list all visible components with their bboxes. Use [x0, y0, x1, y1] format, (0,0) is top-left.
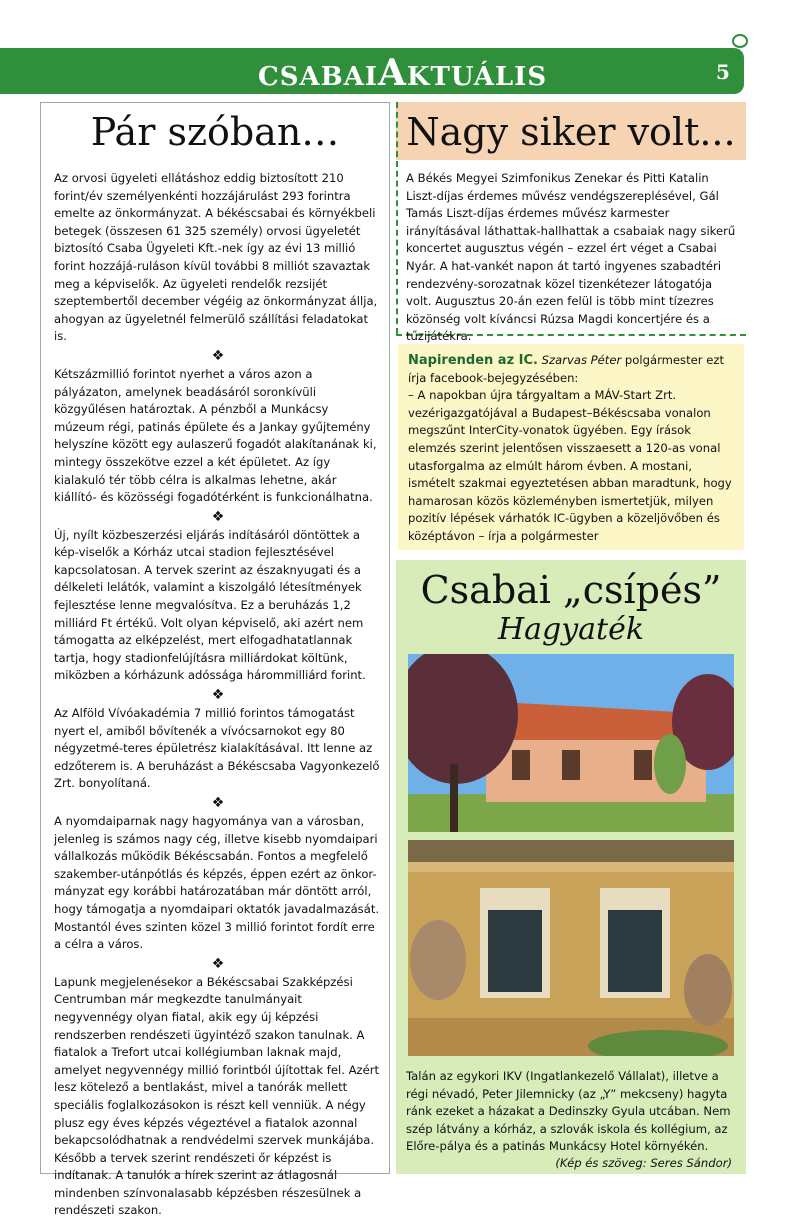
- left-headline: Pár szóban…: [90, 110, 340, 154]
- house-photo: [408, 654, 734, 832]
- paragraph: A nyomdaiparnak nagy hagyománya van a városban, jelenleg is számos nagy cég, illetve kisebb nyomdaipari vállalkozás működik Békéscsabán. Fontos a megfelelő szakember-utánpótlás és képzés, éppen ezért az önkor-mányzat egy korábbi határozatában már döntött arról, hogy támogatja a nyomdaipari oktatók javadalmazását. Mostantól éves szinten közel 3 millió forintot fordít erre a célra a város.: [54, 814, 380, 952]
- page-number: 5: [716, 60, 730, 84]
- magazine-title: [258, 52, 547, 94]
- paragraph: Kétszázmillió forintot nyerhet a város azon a pályázaton, amelynek beadásáról soronkívüli közgyűlésen határoztak. A pénzből a Munkácsy múzeum régi, patinás épülete és a Jankay gyűjtemény helyszíne között egy aulaszerű fogadót alakítanának ki, mintegy összekötve ezzel a két épületet. Az így kialakuló tér több célra is alkalmas lehetne, akár kiállító- és közösségi fogadótérként is funkcionálhatna.: [54, 366, 377, 505]
- swirl-ornament-icon: [732, 34, 748, 48]
- ic-body: – A napokban újra tárgyaltam a MÁV-Start Zrt. vezérigazgatójával a Budapest–Békéscsaba vonalon megszűnt InterCity-vonatok ügyében. Egy írások elemzés szerint jelentősen visszaesett a 120-as vonal utasforgalma az elmúlt három évben. A mostani, ismételt szakmai egyeztetésen abban maradtunk, hogy hamarosan közös közleményben ismertetjük, milyen pozitív lépések várhatók IC-ügyben a közeljövőben és középtávon – írja a polgármester: [408, 388, 732, 543]
- mayor-name: Szarvas Péter: [541, 353, 622, 367]
- title-initial: A: [377, 52, 407, 94]
- separator-icon: ❖: [211, 795, 225, 811]
- separator-icon: ❖: [211, 687, 225, 704]
- ic-article: [408, 352, 736, 546]
- ic-title: Napirenden az IC.: [408, 353, 538, 368]
- paragraph: Lapunk megjelenésekor a Békéscsabai Szakképzési Centrumban már megkezdte tanulmányait negyvennégy olyan fiatal, akik egy új képzési rendszerben rendészeti ügyintéző szakon tanulnak. A fiatalok a Trefort utcai kollégiumban laknak majd, amelyet negyvennégy millió forintból újítottak fel. Azért lesz kötelező a bentlakást, mivel a tanórák mellett speciális foglalkozásokon is részt kell venniük. A négy plusz egy éves képzés végeztével a fiatalok azonnal bekapcsolódhatnak a rendvédelmi szervek munkájába. Később a tervek szerint rendészeti őr képzést is indítanak. A tanulók a hírek szerint az átlagosnál mindenben színvonalasabb képzésben részesülnek a rendészeti szakon.: [54, 974, 380, 1218]
- separator-icon: ❖: [211, 508, 225, 525]
- paragraph: Az orvosi ügyeleti ellátáshoz eddig biztosított 210 forint/év személyenkénti hozzájárulást 293 forintra emelte az önkormányzat. A békéscsabai és környékbeli betegek (összesen 61 325 személy) orvosi ügyeletét biztosító Csaba Ügyeleti Kft.-nek így az évi 13 millió forint hozzájá-ruláson kívül további 8 milliót szavaztak meg a képviselők. Az ügyeleti rendelők rezsijét szeptembertől december végéig az önkormányzat állja, ahogyan az ügyeletnél felmerülő szállítási feladatokat is.: [54, 171, 378, 344]
- csipes-caption: Talán az egykori IKV (Ingatlankezelő Vállalat), illetve a régi névadó, Peter Jilemnicky (az „Y” mekcseny) hagyta ránk ezeket a házakat a Dedinszky Gyula utcában. Nem szép látvány a kórház, a szlovák iskola és kollégium, az Előre-pálya és a patinás Munkácsy Hotel környékén.: [406, 1069, 731, 1154]
- left-article: [54, 170, 382, 1220]
- title-part1: CSABAI: [258, 62, 378, 92]
- title-part2: KTUÁLIS: [406, 62, 548, 92]
- separator-icon: ❖: [211, 955, 225, 972]
- csipes-headline: Csabai „csípés”: [420, 568, 722, 612]
- right-headline: Nagy siker volt...: [406, 110, 736, 154]
- separator-icon: ❖: [211, 347, 225, 364]
- photo-credit: (Kép és szöveg: Seres Sándor): [555, 1156, 732, 1170]
- facade-photo: [408, 840, 734, 1056]
- csipes-subheadline: Hagyaték: [497, 612, 645, 647]
- paragraph: Új, nyílt közbeszerzési eljárás indításáról döntöttek a kép-viselők a Kórház utcai stadion fejlesztésével kapcsolatosan. A tervek szerint az északnyugati és a délkeleti lelátók, valamint a kiszolgáló létesítmények fejlesztése lenne megvalósítva. Ez a beruházás 1,2 milliárd Ft értékű. Volt olyan képviselő, aki azért nem támogatta az elképzelést, mert elfogadhatatlannak tartja, hogy stadionfelújításra milliárdokat költünk, miközben a kórházunk adóssága hárommilliárd forint.: [54, 527, 366, 683]
- ic-intro: polgármester ezt írja facebook-bejegyzésében:: [408, 353, 724, 385]
- concert-article: A Békés Megyei Szimfonikus Zenekar és Pitti Katalin Liszt-díjas érdemes művész vendégszereplésével, Gál Tamás Liszt-díjas érdemes művész karmester irányításával láthattak-hallhattak a csabaiak nagy sikerű koncertet augusztus végén – ezzel ért véget a Csabai Nyár. A hat-vankét napon át tartó ingyenes szabadtéri rendezvény-sorozatnak közel tizenkétezer látogatója volt. Augusztus 20-án ezen felül is több mint tízezres közönség volt kíváncsi Rúzsa Magdi koncertjére és a tűzijátékra.: [406, 171, 736, 344]
- dashed-divider-vertical: [396, 102, 398, 334]
- paragraph: Az Alföld Vívóakadémia 7 millió forintos támogatást nyert el, amiből bővítenék a vívócsarnokot egy 80 négyzetmé-teres épületrész kialakításával. Itt lenne az edzőterem is. A beruházást a Békéscsaba Vagyonkezelő Zrt. bonyolítaná.: [54, 706, 380, 791]
